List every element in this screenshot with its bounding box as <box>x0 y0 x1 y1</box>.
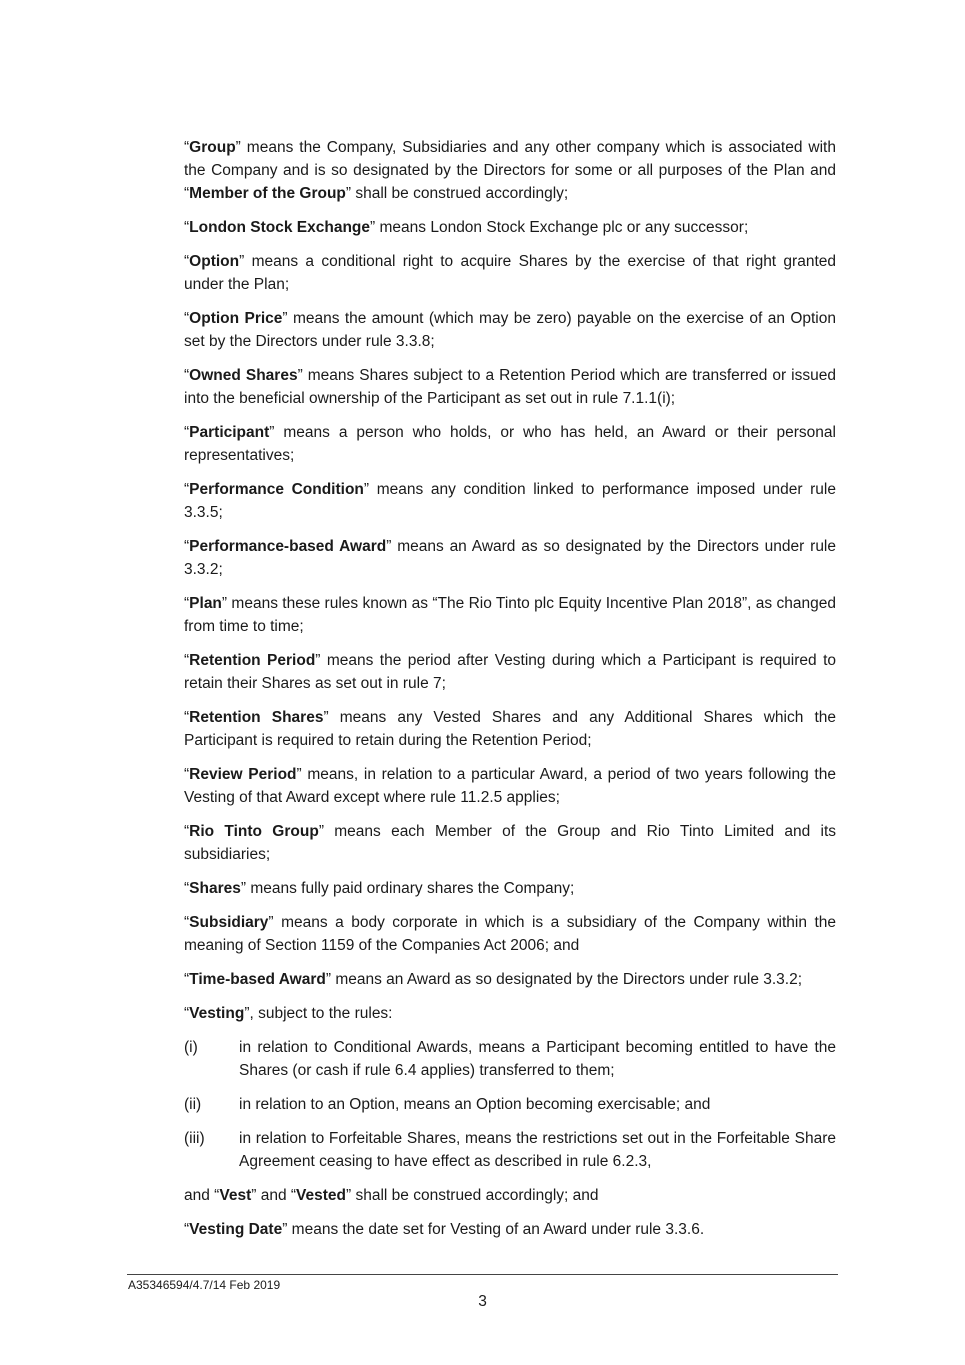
definition-participant: “Participant” means a person who holds, or who has held, an Award or their personal representatives; <box>184 424 836 464</box>
defined-term: Owned Shares <box>189 367 298 384</box>
defined-term: Member of the Group <box>189 185 346 202</box>
definition-vesting-date: “Vesting Date” means the date set for Vesting of an Award under rule 3.3.6. <box>184 1221 705 1238</box>
defined-term: Shares <box>189 880 241 897</box>
definition-plan: “Plan” means these rules known as “The Rio Tinto plc Equity Incentive Plan 2018”, as changed from time to time; <box>184 595 836 635</box>
defined-term: Option Price <box>189 310 283 327</box>
defined-term: Rio Tinto Group <box>189 823 319 840</box>
defined-term: Plan <box>189 595 222 612</box>
definition-shares: “Shares” means fully paid ordinary shares the Company; <box>184 880 575 897</box>
definition-performance-condition: “Performance Condition” means any condition linked to performance imposed under rule 3.3.5; <box>184 481 836 521</box>
footer-divider <box>127 1274 838 1275</box>
vesting-item <box>184 1093 836 1116</box>
definition-vesting: “Vesting”, subject to the rules: <box>184 1005 393 1022</box>
defined-term: Subsidiary <box>189 914 269 931</box>
definition-performance-based-award: “Performance-based Award” means an Award as so designated by the Directors under rule 3.3.2; <box>184 538 836 578</box>
vesting-item <box>184 1036 836 1082</box>
definition-option: “Option” means a conditional right to acquire Shares by the exercise of that right granted under the Plan; <box>184 253 836 293</box>
defined-term: Retention Period <box>189 652 316 669</box>
definition-rio-tinto-group: “Rio Tinto Group” means each Member of the Group and Rio Tinto Limited and its subsidiaries; <box>184 823 837 863</box>
item-number: (i) <box>184 1039 198 1056</box>
document-reference: A35346594/4.7/14 Feb 2019 <box>128 1278 281 1292</box>
page-number: 3 <box>478 1293 487 1310</box>
defined-term: Time-based Award <box>189 971 326 988</box>
item-text: in relation to an Option, means an Option becoming exercisable; and <box>239 1096 711 1113</box>
defined-term: Review Period <box>189 766 297 783</box>
definition-option-price: “Option Price” means the amount (which may be zero) payable on the exercise of an Option set by the Directors under rule 3.3.8; <box>184 310 836 350</box>
defined-term: Performance-based Award <box>189 538 387 555</box>
definition-review-period: “Review Period” means, in relation to a particular Award, a period of two years following the Vesting of that Award except where rule 11.2.5 applies; <box>184 766 836 806</box>
item-text: in relation to Forfeitable Shares, means the restrictions set out in the Forfeitable Share Agreement ceasing to have effect as described in rule 6.2.3, <box>239 1130 836 1170</box>
defined-term: London Stock Exchange <box>189 219 371 236</box>
vest-closing-clause: and “Vest” and “Vested” shall be construed accordingly; and <box>184 1187 599 1204</box>
defined-term: Group <box>189 139 236 156</box>
defined-term: Participant <box>189 424 270 441</box>
definition-group: “Group” means the Company, Subsidiaries and any other company which is associated with the Company and is so designated by the Directors for some or all purposes of the Plan and “Member of the Group” shall be construed accordingly; <box>184 139 836 202</box>
definition-retention-period: “Retention Period” means the period after Vesting during which a Participant is required to retain their Shares as set out in rule 7; <box>184 652 836 692</box>
item-text: in relation to Conditional Awards, means a Participant becoming entitled to have the Shares (or cash if rule 6.4 applies) transferred to them; <box>239 1039 836 1079</box>
defined-term: Vested <box>296 1187 347 1204</box>
definition-owned-shares: “Owned Shares” means Shares subject to a Retention Period which are transferred or issued into the beneficial ownership of the Participant as set out in rule 7.1.1(i); <box>184 367 836 407</box>
item-number: (ii) <box>184 1096 202 1113</box>
document-body <box>184 136 836 1252</box>
defined-term: Performance Condition <box>189 481 364 498</box>
defined-term: Retention Shares <box>189 709 324 726</box>
defined-term: Vesting Date <box>189 1221 283 1238</box>
definition-subsidiary: “Subsidiary” means a body corporate in which is a subsidiary of the Company within the meaning of Section 1159 of the Companies Act 2006; and <box>184 914 836 954</box>
definition-london-stock-exchange: “London Stock Exchange” means London Stock Exchange plc or any successor; <box>184 219 749 236</box>
vesting-item <box>184 1127 836 1173</box>
definition-time-based-award: “Time-based Award” means an Award as so designated by the Directors under rule 3.3.2; <box>184 971 803 988</box>
defined-term: Vest <box>219 1187 252 1204</box>
defined-term: Option <box>189 253 240 270</box>
definition-retention-shares: “Retention Shares” means any Vested Shares and any Additional Shares which the Participant is required to retain during the Retention Period; <box>184 709 836 749</box>
defined-term: Vesting <box>189 1005 245 1022</box>
item-number: (iii) <box>184 1130 205 1147</box>
